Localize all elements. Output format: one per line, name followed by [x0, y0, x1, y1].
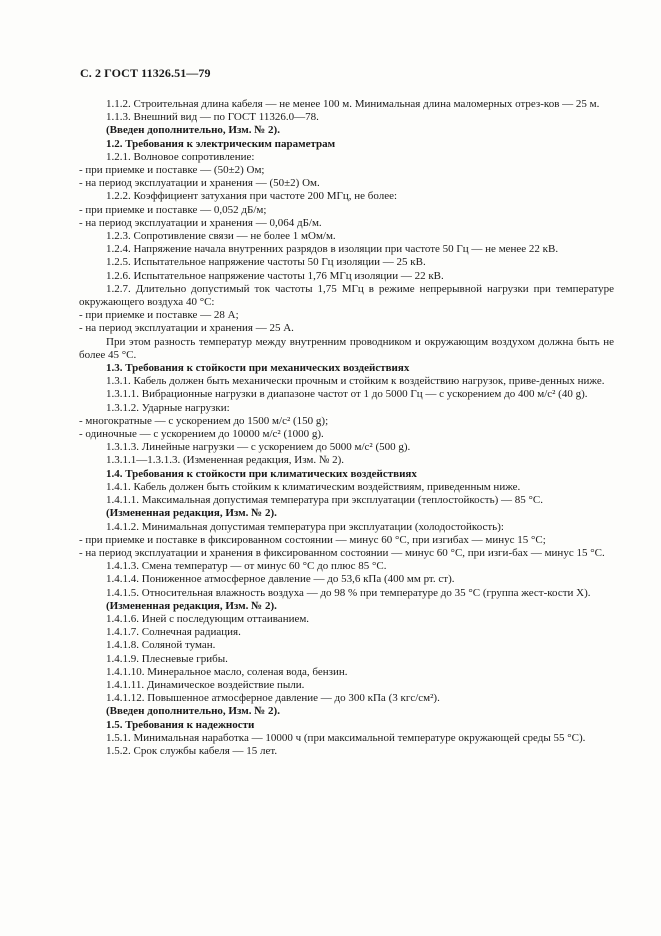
list-item: - на период эксплуатации и хранения — (50±2) Ом. — [79, 177, 320, 190]
document-body — [79, 98, 614, 758]
para-1-4-1-1: 1.4.1.1. Максимальная допустимая температура при эксплуатации (теплостойкость) — 85 °С. — [106, 494, 544, 507]
para-1-2-2: 1.2.2. Коэффициент затухания при частоте 200 МГц, не более: — [106, 190, 398, 203]
para-1-2-5: 1.2.5. Испытательное напряжение частоты 50 Гц изоляции — 25 кВ. — [106, 256, 426, 269]
amendment-note: (Введен дополнительно, Изм. № 2). — [106, 705, 280, 718]
para-1-4-1-7: 1.4.1.7. Солнечная радиация. — [106, 626, 241, 639]
para-1-3-1-2: 1.3.1.2. Ударные нагрузки: — [106, 401, 230, 414]
para-1-4-1-10: 1.4.1.10. Минеральное масло, соленая вода, бензин. — [106, 665, 348, 678]
list-item: - одиночные — с ускорением до 10000 м/с² (1000 g). — [79, 428, 324, 441]
para-1-4-1-2: 1.4.1.2. Минимальная допустимая температура при эксплуатации (холодостойкость): — [106, 520, 504, 533]
list-item: - на период эксплуатации и хранения — 25 А. — [79, 322, 294, 335]
list-item: - многократные — с ускорением до 1500 м/с² (150 g); — [79, 414, 329, 427]
para-1-3-1-3: 1.3.1.3. Линейные нагрузки — с ускорением до 5000 м/с² (500 g). — [106, 441, 411, 454]
para-1-4-1: 1.4.1. Кабель должен быть стойким к климатическим воздействиям, приведенным ниже. — [106, 480, 521, 493]
amendment-note: (Измененная редакция, Изм. № 2). — [106, 507, 277, 520]
section-heading-1-2: 1.2. Требования к электрическим параметрам — [106, 137, 336, 150]
para-1-4-1-6: 1.4.1.6. Иней с последующим оттаиванием. — [106, 612, 310, 625]
amendment-note: 1.3.1.1—1.3.1.3. (Измененная редакция, Изм. № 2). — [106, 454, 345, 467]
para-1-4-1-9: 1.4.1.9. Плесневые грибы. — [106, 652, 228, 665]
section-heading-1-4: 1.4. Требования к стойкости при климатических воздействиях — [106, 467, 417, 480]
list-item: - при приемке и поставке — 28 А; — [79, 309, 239, 322]
para-1-1-3: 1.1.3. Внешний вид — по ГОСТ 11326.0—78. — [106, 111, 319, 124]
para-1-2-7: 1.2.7. Длительно допустимый ток частоты 1,75 МГц в режиме непрерывной нагрузки при температуре окружающего воздуха 40 °С: — [79, 282, 614, 309]
section-heading-1-5: 1.5. Требования к надежности — [106, 718, 255, 731]
list-item: - при приемке и поставке — 0,052 дБ/м; — [79, 203, 267, 216]
para-1-4-1-8: 1.4.1.8. Соляной туман. — [106, 639, 216, 652]
para-1-3-1-1: 1.3.1.1. Вибрационные нагрузки в диапазоне частот от 1 до 5000 Гц — с ускорением до 400 м/с² (40 g). — [106, 388, 588, 401]
list-item: - при приемке и поставке — (50±2) Ом; — [79, 164, 265, 177]
para-1-4-1-11: 1.4.1.11. Динамическое воздействие пыли. — [106, 678, 305, 691]
note-paragraph: При этом разность температур между внутренним проводником и окружающим воздухом должна быть не более 45 °С. — [79, 335, 614, 361]
amendment-note: (Измененная редакция, Изм. № 2). — [106, 599, 277, 612]
list-item: - при приемке и поставке в фиксированном состоянии — минус 60 °С, при изгибах — минус 15 °С; — [79, 533, 546, 546]
list-item: - на период эксплуатации и хранения — 0,064 дБ/м. — [79, 216, 322, 229]
para-1-2-4: 1.2.4. Напряжение начала внутренних разрядов в изоляции при частоте 50 Гц — не менее 22 кВ. — [106, 243, 559, 256]
para-1-4-1-3: 1.4.1.3. Смена температур — от минус 60 °С до плюс 85 °С. — [106, 560, 387, 573]
list-item: - на период эксплуатации и хранения в фиксированном состоянии — минус 60 °С, при изги-бах — минус 15 °С. — [79, 546, 605, 559]
para-1-2-1: 1.2.1. Волновое сопротивление: — [106, 150, 255, 163]
para-1-1-2: 1.1.2. Строительная длина кабеля — не менее 100 м. Минимальная длина маломерных отрез-ков — 25 м. — [106, 98, 600, 110]
para-1-2-6: 1.2.6. Испытательное напряжение частоты 1,76 МГц изоляции — 22 кВ. — [106, 269, 444, 282]
para-1-5-1: 1.5.1. Минимальная наработка — 10000 ч (при максимальной температуре окружающей среды 55 °С). — [106, 731, 586, 744]
para-1-4-1-12: 1.4.1.12. Повышенное атмосферное давление — до 300 кПа (3 кгс/см²). — [106, 692, 440, 705]
para-1-3-1: 1.3.1. Кабель должен быть механически прочным и стойким к воздействию нагрузок, приве-денных ниже. — [106, 375, 605, 388]
para-1-2-3: 1.2.3. Сопротивление связи — не более 1 мОм/м. — [106, 230, 336, 243]
para-1-5-2: 1.5.2. Срок службы кабеля — 15 лет. — [106, 744, 278, 757]
amendment-note: (Введен дополнительно, Изм. № 2). — [106, 124, 280, 137]
para-1-4-1-4: 1.4.1.4. Пониженное атмосферное давление — до 53,6 кПа (400 мм рт. ст). — [106, 573, 455, 586]
page-header: С. 2 ГОСТ 11326.51—79 — [80, 66, 211, 80]
section-heading-1-3: 1.3. Требования к стойкости при механических воздействиях — [106, 362, 410, 375]
para-1-4-1-5: 1.4.1.5. Относительная влажность воздуха — до 98 % при температуре до 35 °С (группа жест-кости Х). — [106, 586, 591, 599]
